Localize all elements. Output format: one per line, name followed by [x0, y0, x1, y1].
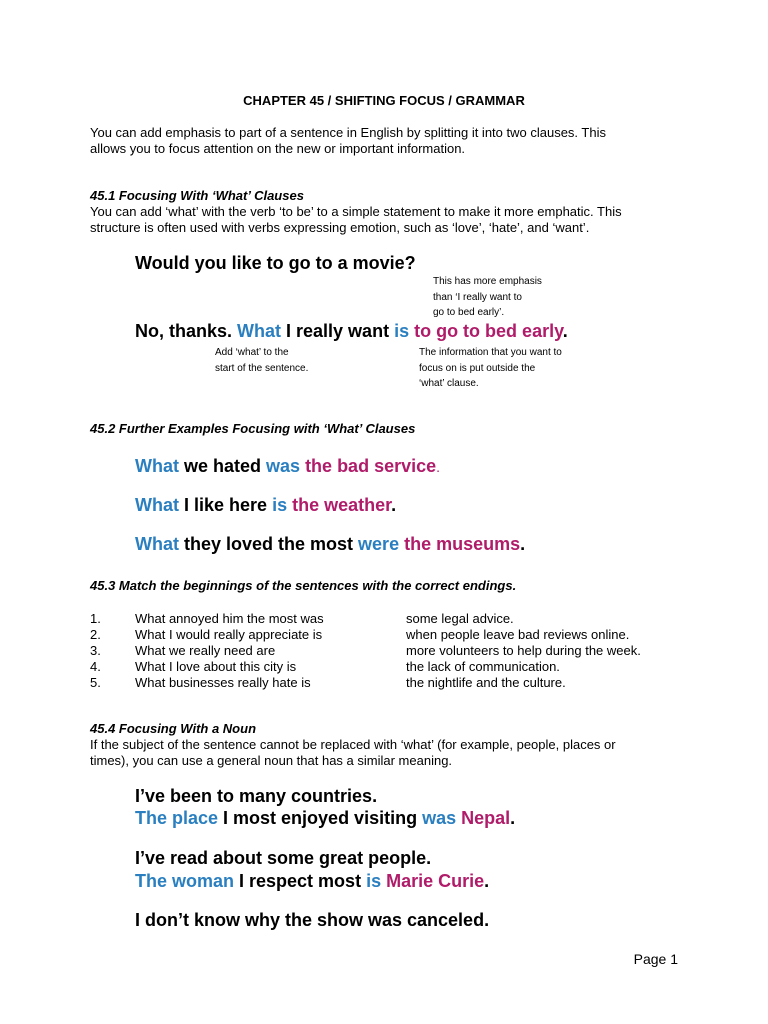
sentence-part: I most enjoyed visiting [218, 808, 423, 828]
sentence-part: we hated [179, 456, 267, 476]
sentence-end: . [436, 459, 441, 475]
noun-example-1-context: I’ve been to many countries. [135, 786, 378, 806]
section-heading-45-4: 45.4 Focusing With a Noun [90, 721, 257, 736]
page-title: CHAPTER 45 / SHIFTING FOCUS / GRAMMAR [243, 93, 525, 108]
answer-part: I really want [281, 321, 395, 341]
noun-example-2-context: I’ve read about some great people. [135, 848, 432, 868]
sentence-part: they loved the most [179, 534, 359, 554]
item-number: 4. [90, 659, 101, 674]
noun-example-2 [135, 871, 489, 892]
list-item [90, 627, 690, 643]
example-sentence-2 [135, 495, 396, 516]
item-number: 3. [90, 643, 101, 658]
item-beginning: What businesses really hate is [135, 675, 311, 690]
note-line: This has more emphasis [433, 276, 542, 287]
focus-information: the bad service [300, 456, 437, 476]
sentence-end: . [391, 495, 397, 515]
item-number: 5. [90, 675, 101, 690]
sentence-end: . [484, 871, 490, 891]
verb-be: were [358, 534, 400, 554]
what-word: What [135, 495, 179, 515]
sentence-end: . [510, 808, 516, 828]
sentence-end: . [520, 534, 526, 554]
text-line: If the subject of the sentence cannot be replaced with ‘what’ (for example, people, places or [90, 737, 616, 752]
item-ending: more volunteers to help during the week. [406, 643, 641, 658]
note-line: ‘what’ clause. [419, 378, 479, 389]
item-number: 1. [90, 611, 101, 626]
section-45-1-text [90, 204, 622, 236]
sentence-part: I respect most [234, 871, 367, 891]
text-line: times), you can use a general noun that has a similar meaning. [90, 753, 453, 768]
noun-example-1 [135, 808, 515, 829]
answer-part: . [562, 321, 568, 341]
text-line: You can add ‘what’ with the verb ‘to be’ to a simple statement to make it more emphatic. This [90, 204, 622, 219]
section-heading-45-1: 45.1 Focusing With ‘What’ Clauses [90, 188, 304, 203]
list-item [90, 611, 690, 627]
note-information [419, 345, 562, 392]
verb-be: was [266, 456, 301, 476]
item-beginning: What I love about this city is [135, 659, 297, 674]
note-line: focus on is put outside the [419, 362, 536, 374]
general-noun: The place [135, 808, 219, 828]
intro-line: You can add emphasis to part of a sentence in English by splitting it into two clauses. This [90, 125, 606, 140]
what-word: What [135, 534, 179, 554]
note-line: than ‘I really want to [433, 291, 522, 303]
example-sentence-3 [135, 534, 525, 555]
focus-information: Marie Curie [381, 871, 485, 891]
focus-information: Nepal [456, 808, 511, 828]
intro-paragraph [90, 125, 606, 157]
focus-information: the museums [399, 534, 521, 554]
answer-part: No, thanks. [135, 321, 238, 341]
what-word: What [237, 321, 282, 341]
page-number: Page 1 [633, 951, 678, 967]
note-emphasis [433, 274, 542, 321]
item-beginning: What we really need are [135, 643, 276, 658]
example-question: Would you like to go to a movie? [135, 253, 416, 273]
verb-be: is [394, 321, 410, 341]
matching-exercise [90, 611, 690, 691]
item-ending: when people leave bad reviews online. [406, 627, 630, 642]
item-ending: the lack of communication. [406, 659, 560, 674]
item-number: 2. [90, 627, 101, 642]
example-sentence-1 [135, 456, 440, 477]
section-45-4-text [90, 737, 616, 769]
verb-be: is [272, 495, 288, 515]
item-ending: some legal advice. [406, 611, 514, 626]
general-noun: The woman [135, 871, 235, 891]
list-item [90, 675, 690, 691]
verb-be: is [366, 871, 382, 891]
intro-line: allows you to focus attention on the new or important information. [90, 141, 466, 156]
item-beginning: What I would really appreciate is [135, 627, 323, 642]
note-line: start of the sentence. [215, 362, 309, 374]
what-word: What [135, 456, 179, 476]
list-item [90, 643, 690, 659]
note-line: Add ‘what’ to the [215, 347, 289, 358]
note-line: go to bed early’. [433, 307, 505, 318]
text-line: structure is often used with verbs expressing emotion, such as ‘love’, ‘hate’, and ‘want’. [90, 220, 590, 235]
item-ending: the nightlife and the culture. [406, 675, 566, 690]
example-answer [135, 321, 568, 342]
note-add-what [215, 345, 308, 376]
list-item [90, 659, 690, 675]
section-heading-45-2: 45.2 Further Examples Focusing with ‘What’ Clauses [90, 421, 416, 436]
note-line: The information that you want to [419, 347, 562, 358]
focus-information: the weather [287, 495, 392, 515]
section-heading-45-3: 45.3 Match the beginnings of the sentences with the correct endings. [90, 578, 517, 593]
sentence-part: I like here [179, 495, 273, 515]
verb-be: was [422, 808, 457, 828]
noun-example-3-context: I don’t know why the show was canceled. [135, 910, 490, 930]
focus-information: to go to bed early [409, 321, 563, 341]
item-beginning: What annoyed him the most was [135, 611, 324, 626]
